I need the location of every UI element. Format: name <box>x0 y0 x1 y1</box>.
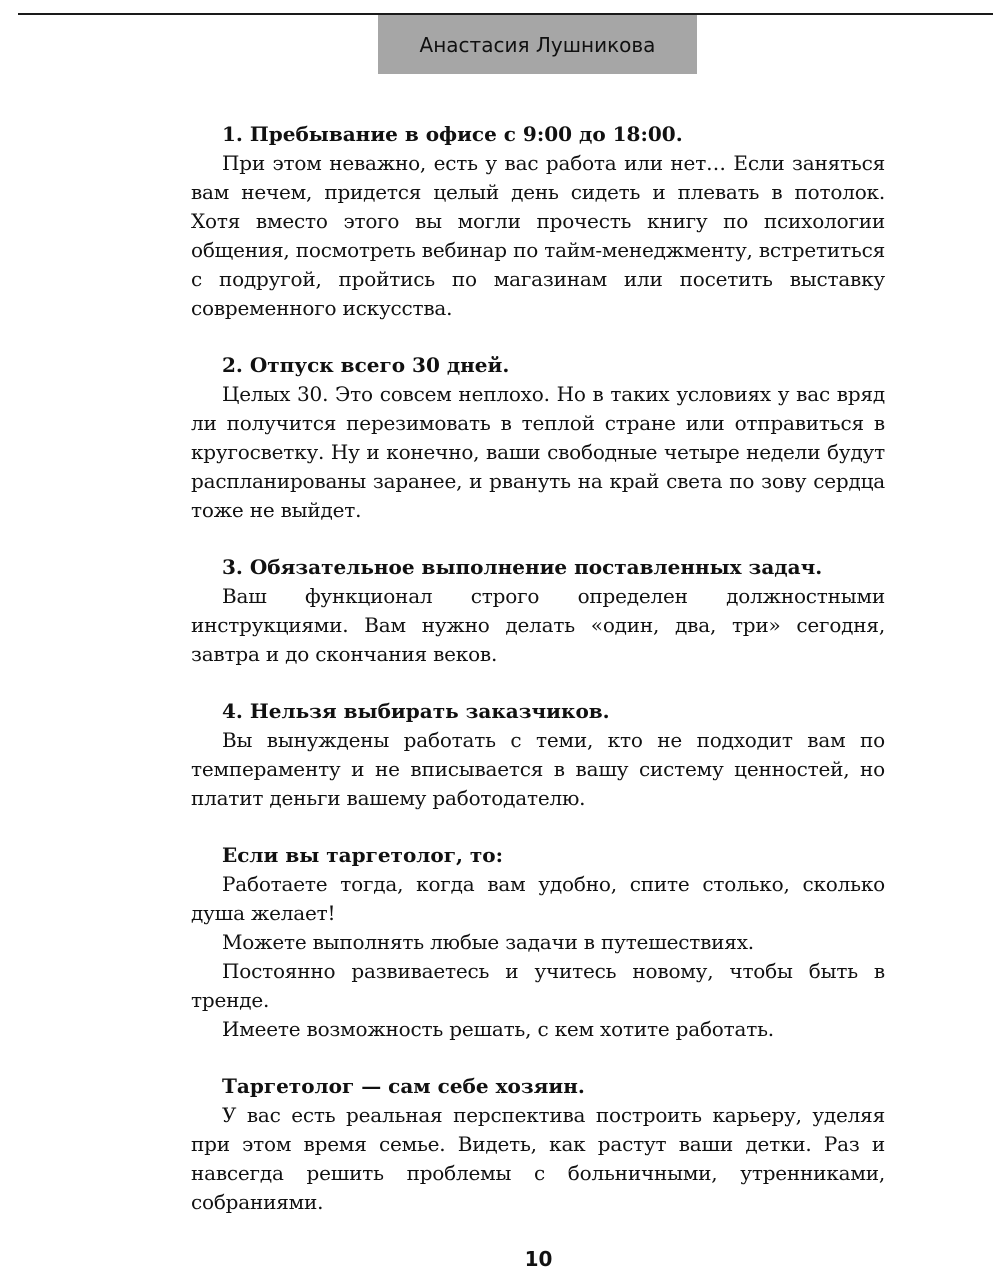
page-body <box>191 120 885 1245</box>
section-heading: Таргетолог — сам себе хозяин. <box>222 1074 585 1098</box>
section-clients <box>191 697 885 813</box>
section-mandatory-tasks <box>191 553 885 669</box>
section-heading: 2. Отпуск всего 30 дней. <box>222 353 510 377</box>
section-heading: 3. Обязательное выполнение поставленных задач. <box>222 555 823 579</box>
section-paragraph: Постоянно развиваетесь и учитесь новому, чтобы быть в тренде. <box>191 959 885 1012</box>
section-heading: 1. Пребывание в офисе с 9:00 до 18:00. <box>222 122 683 146</box>
section-paragraph: При этом неважно, есть у вас работа или нет… Если заняться вам нечем, придется целый день сидеть и плевать в потолок. Хотя вместо этого вы могли прочесть книгу по психологии общения, посмотреть вебинар по тайм-менеджменту, встретиться с подругой, пройтись по магазинам или посетить выставку современного искусства. <box>191 151 885 320</box>
section-paragraph: Ваш функционал строго определен должностными инструкциями. Вам нужно делать «один, два, три» сегодня, завтра и до скончания веков. <box>191 584 885 666</box>
section-paragraph: У вас есть реальная перспектива построить карьеру, уделяя при этом время семье. Видеть, как растут ваши детки. Раз и навсегда решить проблемы с больничными, утренниками, собраниями. <box>191 1103 885 1214</box>
section-vacation <box>191 351 885 525</box>
section-heading: Если вы таргетолог, то: <box>222 843 504 867</box>
section-paragraph: Вы вынуждены работать с теми, кто не подходит вам по темпераменту и не вписывается в вашу систему ценностей, но платит деньги вашему работодателю. <box>191 728 885 810</box>
section-paragraph: Работаете тогда, когда вам удобно, спите столько, сколько душа желает! <box>191 872 885 925</box>
section-own-boss <box>191 1072 885 1217</box>
section-paragraph: Целых 30. Это совсем неплохо. Но в таких условиях у вас вряд ли получится перезимовать в теплой стране или отправиться в кругосветку. Ну и конечно, ваши свободные четыре недели будут распланированы заранее, и рвануть на край света по зову сердца тоже не выйдет. <box>191 382 885 522</box>
section-paragraph: Имеете возможность решать, с кем хотите работать. <box>222 1017 774 1041</box>
running-head <box>378 15 697 74</box>
section-heading: 4. Нельзя выбирать заказчиков. <box>222 699 610 723</box>
section-paragraph: Можете выполнять любые задачи в путешествиях. <box>222 930 754 954</box>
section-office-hours <box>191 120 885 323</box>
author-name: Анастасия Лушникова <box>419 32 656 57</box>
page-number: 10 <box>524 1247 553 1271</box>
section-targetologist <box>191 841 885 1044</box>
